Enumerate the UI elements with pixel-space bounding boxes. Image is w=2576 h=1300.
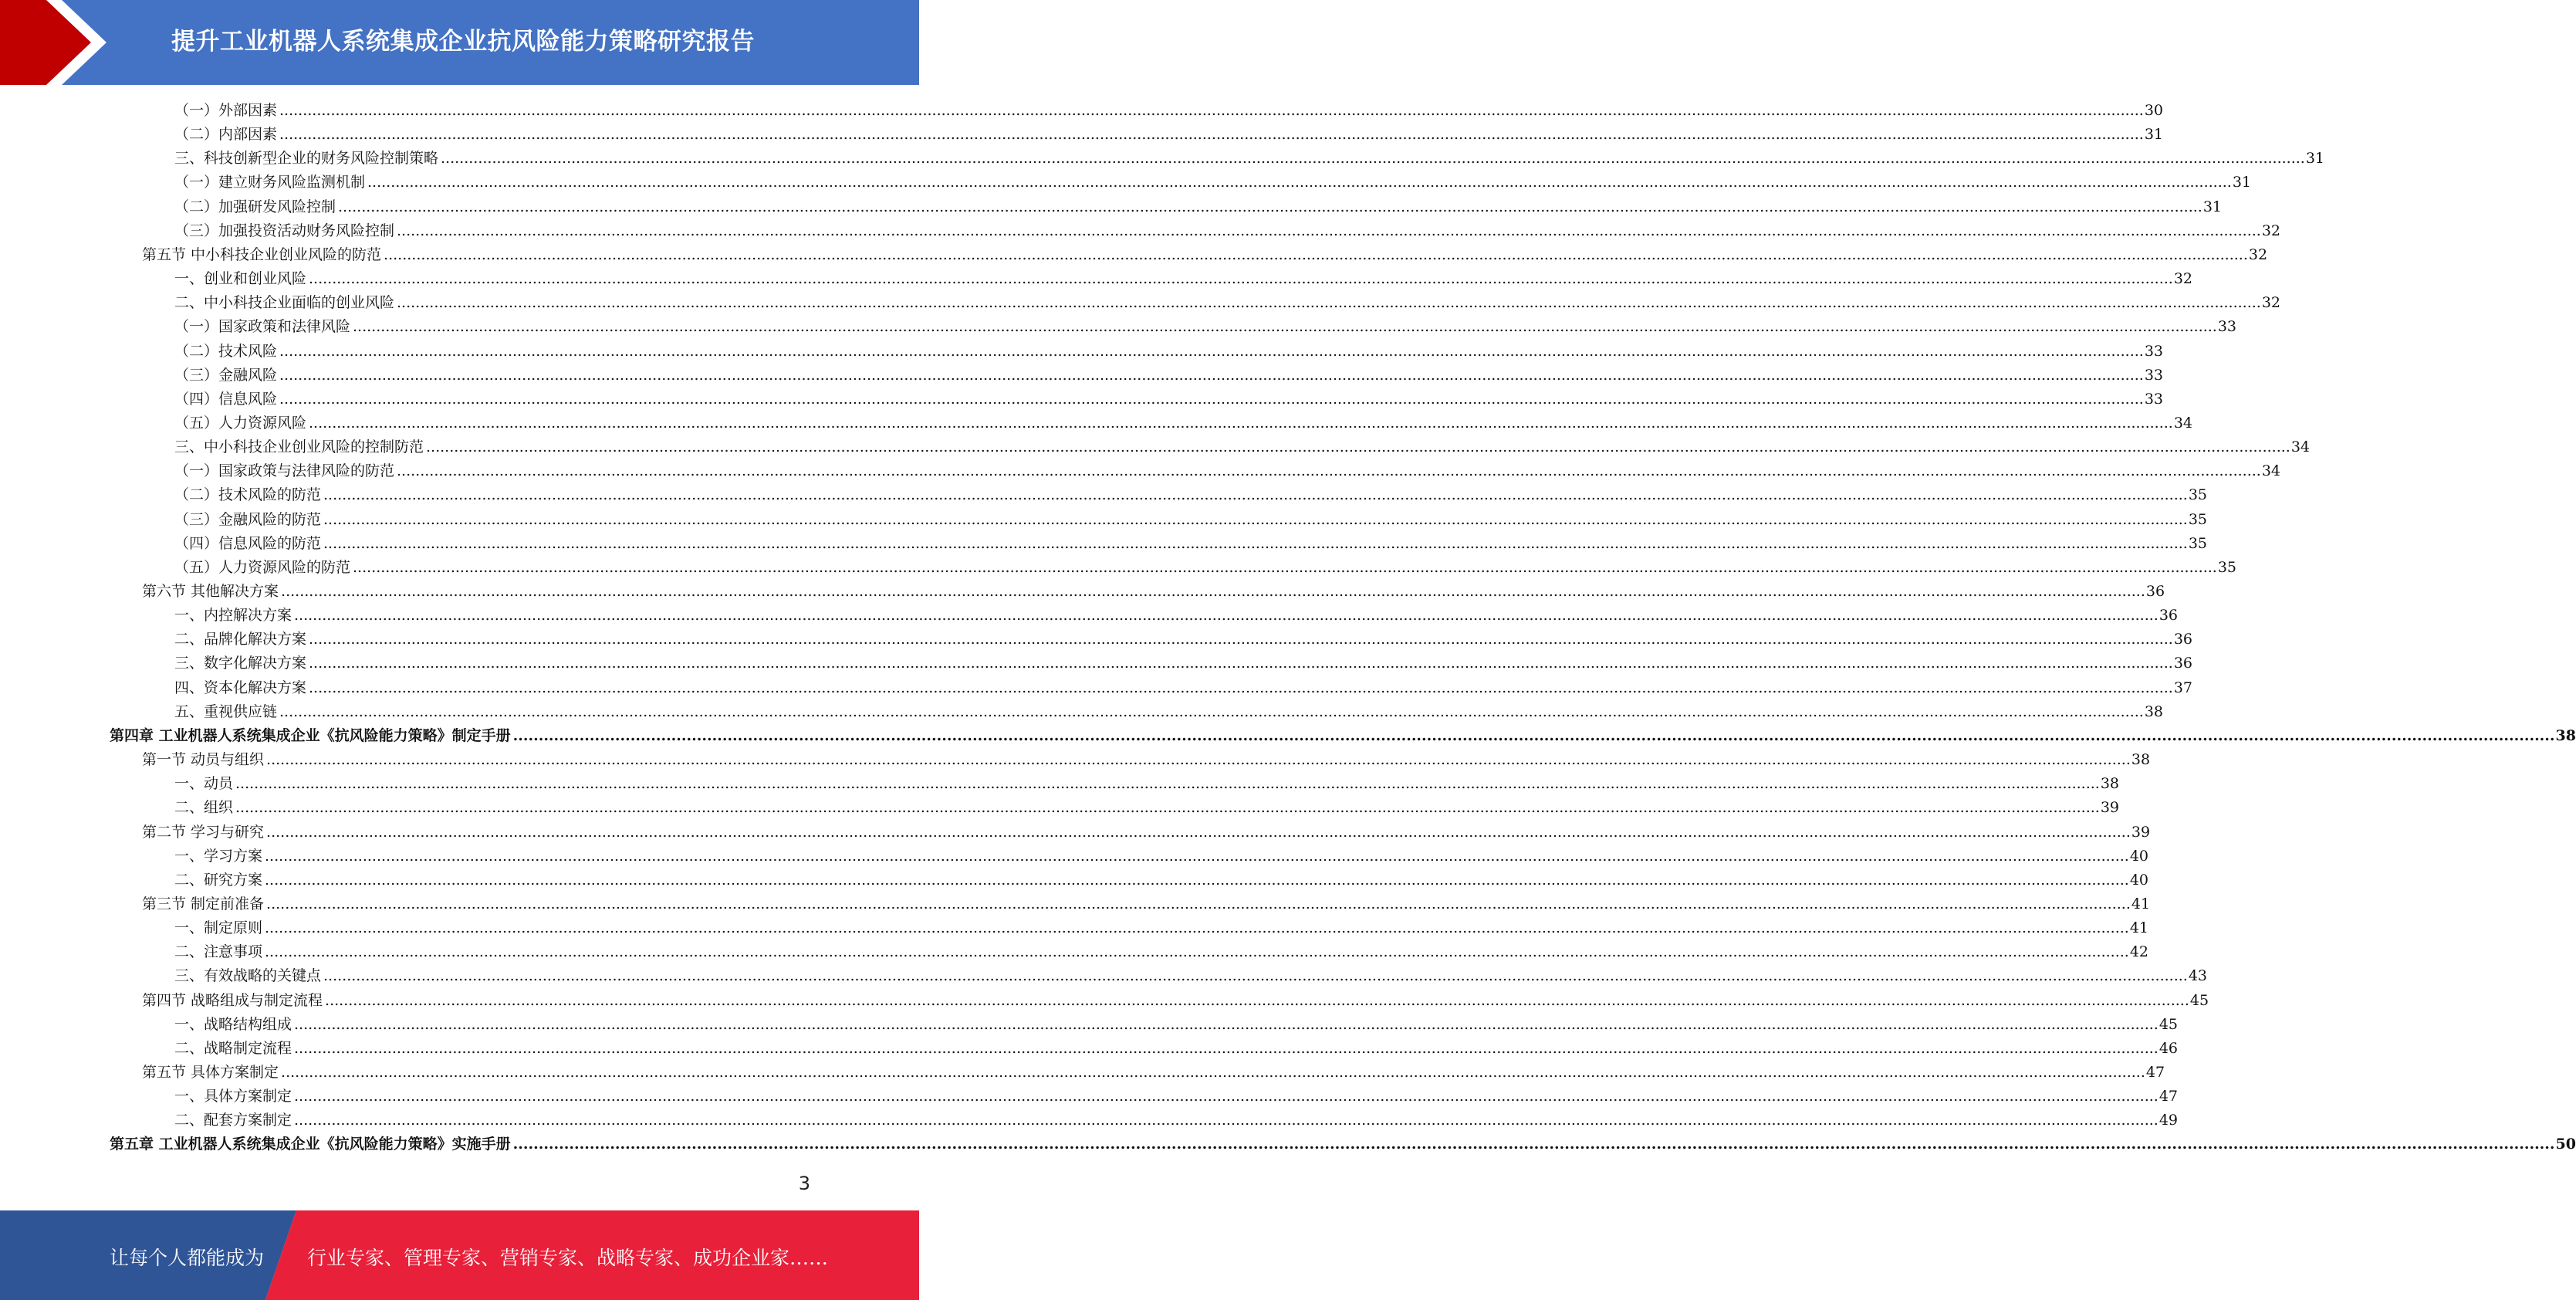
toc-entry-title: 一、具体方案制定 bbox=[174, 1088, 292, 1105]
toc-entry-page: 35 bbox=[2188, 535, 2208, 552]
toc-entry[interactable] bbox=[174, 508, 2208, 531]
toc-entry-title: （二）技术风险的防范 bbox=[174, 486, 322, 503]
toc-entry-title: 三、数字化解决方案 bbox=[174, 655, 307, 672]
toc-dot-leader: ................................................................................................................................................................................................................................................................................................................................................................................................................ bbox=[367, 174, 2232, 191]
toc-dot-leader: ................................................................................................................................................................................................................................................................................................................................................................................................................ bbox=[294, 1088, 2158, 1105]
toc-dot-leader: ................................................................................................................................................................................................................................................................................................................................................................................................................ bbox=[309, 270, 2173, 287]
toc-entry-page: 38 bbox=[2555, 727, 2576, 744]
toc-entry-page: 42 bbox=[2129, 943, 2149, 960]
toc-dot-leader: ................................................................................................................................................................................................................................................................................................................................................................................................................ bbox=[265, 919, 2129, 936]
toc-entry[interactable] bbox=[174, 435, 2311, 459]
toc-entry[interactable] bbox=[142, 989, 2209, 1012]
toc-entry[interactable] bbox=[174, 388, 2164, 411]
toc-dot-leader: ................................................................................................................................................................................................................................................................................................................................................................................................................ bbox=[279, 126, 2144, 143]
toc-entry-page: 35 bbox=[2217, 559, 2237, 576]
toc-dot-leader: ................................................................................................................................................................................................................................................................................................................................................................................................................ bbox=[279, 343, 2144, 360]
toc-entry[interactable] bbox=[142, 892, 2151, 916]
toc-entry-title: （五）人力资源风险 bbox=[174, 415, 307, 432]
toc-dot-leader: ................................................................................................................................................................................................................................................................................................................................................................................................................ bbox=[512, 1136, 2555, 1153]
toc-entry-title: （五）人力资源风险的防范 bbox=[174, 559, 351, 576]
toc-entry-title: 二、中小科技企业面临的创业风险 bbox=[174, 294, 395, 311]
toc-dot-leader: ................................................................................................................................................................................................................................................................................................................................................................................................................ bbox=[397, 222, 2261, 239]
toc-entry[interactable] bbox=[142, 748, 2151, 771]
toc-dot-leader: ................................................................................................................................................................................................................................................................................................................................................................................................................ bbox=[309, 655, 2173, 672]
toc-entry-page: 33 bbox=[2144, 367, 2164, 384]
toc-entry-title: 二、战略制定流程 bbox=[174, 1040, 292, 1057]
toc-dot-leader: ................................................................................................................................................................................................................................................................................................................................................................................................................ bbox=[441, 150, 2305, 167]
toc-entry[interactable] bbox=[174, 532, 2208, 555]
toc-entry-page: 33 bbox=[2144, 343, 2164, 360]
toc-entry[interactable] bbox=[174, 219, 2281, 242]
toc-entry-page: 33 bbox=[2217, 318, 2237, 335]
toc-entry-title: 第一节 动员与组织 bbox=[142, 751, 265, 768]
toc-entry-page: 36 bbox=[2158, 607, 2179, 624]
toc-entry-title: 一、学习方案 bbox=[174, 848, 263, 865]
toc-entry-title: （一）国家政策和法律风险 bbox=[174, 318, 351, 335]
toc-entry-page: 41 bbox=[2131, 895, 2151, 912]
toc-entry-title: 二、组织 bbox=[174, 799, 234, 816]
toc-entry-page: 50 bbox=[2555, 1136, 2576, 1153]
toc-entry[interactable] bbox=[174, 364, 2164, 387]
toc-entry-title: 五、重视供应链 bbox=[174, 703, 278, 720]
toc-entry-page: 38 bbox=[2100, 775, 2120, 792]
toc-entry[interactable] bbox=[174, 628, 2193, 651]
toc-dot-leader: ................................................................................................................................................................................................................................................................................................................................................................................................................ bbox=[294, 1040, 2158, 1057]
toc-entry-title: 二、研究方案 bbox=[174, 872, 263, 889]
footer-slogan-left: 让每个人都能成为 bbox=[110, 1247, 265, 1269]
toc-entry[interactable] bbox=[174, 604, 2179, 627]
toc-dot-leader: ................................................................................................................................................................................................................................................................................................................................................................................................................ bbox=[294, 1112, 2158, 1129]
toc-entry-page: 31 bbox=[2144, 126, 2164, 143]
toc-entry-page: 45 bbox=[2189, 992, 2209, 1009]
toc-entry-title: 第五节 中小科技企业创业风险的防范 bbox=[142, 246, 382, 263]
toc-entry-page: 38 bbox=[2144, 703, 2164, 720]
toc-entry-page: 41 bbox=[2129, 919, 2149, 936]
toc-entry[interactable] bbox=[174, 123, 2164, 146]
toc-entry-page: 34 bbox=[2261, 462, 2281, 479]
toc-dot-leader: ................................................................................................................................................................................................................................................................................................................................................................................................................ bbox=[235, 775, 2100, 792]
toc-entry-page: 32 bbox=[2173, 270, 2193, 287]
toc-dot-leader: ................................................................................................................................................................................................................................................................................................................................................................................................................ bbox=[294, 1016, 2158, 1033]
toc-entry-page: 43 bbox=[2188, 967, 2208, 984]
toc-entry[interactable] bbox=[174, 556, 2237, 579]
toc-entry-title: （三）金融风险的防范 bbox=[174, 511, 322, 528]
toc-dot-leader: ................................................................................................................................................................................................................................................................................................................................................................................................................ bbox=[323, 511, 2188, 528]
toc-entry[interactable] bbox=[174, 459, 2281, 482]
toc-dot-leader: ................................................................................................................................................................................................................................................................................................................................................................................................................ bbox=[338, 198, 2202, 215]
toc-entry-title: 一、战略结构组成 bbox=[174, 1016, 292, 1033]
toc-entry[interactable] bbox=[110, 1132, 2576, 1156]
toc-entry-title: 第二节 学习与研究 bbox=[142, 824, 265, 841]
toc-entry-page: 40 bbox=[2129, 848, 2149, 865]
toc-entry[interactable] bbox=[174, 147, 2325, 170]
toc-entry-page: 45 bbox=[2158, 1016, 2179, 1033]
toc-dot-leader: ................................................................................................................................................................................................................................................................................................................................................................................................................ bbox=[279, 367, 2144, 384]
toc-dot-leader: ................................................................................................................................................................................................................................................................................................................................................................................................................ bbox=[323, 967, 2188, 984]
toc-dot-leader: ................................................................................................................................................................................................................................................................................................................................................................................................................ bbox=[426, 438, 2290, 455]
toc-dot-leader: ................................................................................................................................................................................................................................................................................................................................................................................................................ bbox=[279, 391, 2144, 408]
toc-entry-title: 三、有效战略的关键点 bbox=[174, 967, 322, 984]
toc-entry[interactable] bbox=[174, 340, 2164, 363]
toc-entry-page: 34 bbox=[2173, 415, 2193, 432]
toc-entry[interactable] bbox=[174, 700, 2164, 723]
toc-entry-page: 40 bbox=[2129, 872, 2149, 889]
toc-entry[interactable] bbox=[174, 195, 2223, 218]
toc-dot-leader: ................................................................................................................................................................................................................................................................................................................................................................................................................ bbox=[265, 872, 2129, 889]
toc-entry[interactable] bbox=[174, 267, 2193, 290]
toc-entry[interactable] bbox=[174, 940, 2149, 963]
toc-entry-page: 36 bbox=[2145, 583, 2165, 600]
toc-entry-title: 一、制定原则 bbox=[174, 919, 263, 936]
toc-entry-page: 31 bbox=[2305, 150, 2325, 167]
toc-entry-page: 36 bbox=[2173, 655, 2193, 672]
toc-dot-leader: ................................................................................................................................................................................................................................................................................................................................................................................................................ bbox=[397, 294, 2261, 311]
toc-entry[interactable] bbox=[174, 1109, 2179, 1132]
toc-entry-page: 35 bbox=[2188, 486, 2208, 503]
toc-entry-page: 32 bbox=[2261, 222, 2281, 239]
toc-dot-leader: ................................................................................................................................................................................................................................................................................................................................................................................................................ bbox=[294, 607, 2158, 624]
toc-entry-title: 三、科技创新型企业的财务风险控制策略 bbox=[174, 150, 439, 167]
toc-dot-leader: ................................................................................................................................................................................................................................................................................................................................................................................................................ bbox=[266, 751, 2131, 768]
toc-entry-page: 31 bbox=[2232, 174, 2252, 191]
toc-entry[interactable] bbox=[142, 243, 2268, 266]
toc-entry[interactable] bbox=[110, 724, 2576, 747]
toc-dot-leader: ................................................................................................................................................................................................................................................................................................................................................................................................................ bbox=[309, 679, 2173, 696]
toc-entry[interactable] bbox=[174, 868, 2149, 892]
toc-entry-title: 第三节 制定前准备 bbox=[142, 895, 265, 912]
toc-entry[interactable] bbox=[174, 483, 2208, 506]
toc-entry[interactable] bbox=[174, 315, 2237, 338]
toc-entry[interactable] bbox=[174, 291, 2281, 314]
toc-dot-leader: ................................................................................................................................................................................................................................................................................................................................................................................................................ bbox=[265, 943, 2129, 960]
toc-entry-title: （四）信息风险的防范 bbox=[174, 535, 322, 552]
toc-entry-title: 二、配套方案制定 bbox=[174, 1112, 292, 1129]
page-number: 3 bbox=[798, 1173, 810, 1194]
toc-entry-page: 38 bbox=[2131, 751, 2151, 768]
toc-entry-title: 一、内控解决方案 bbox=[174, 607, 292, 624]
toc-entry[interactable] bbox=[142, 580, 2165, 603]
toc-entry-title: （二）加强研发风险控制 bbox=[174, 198, 336, 215]
toc-dot-leader: ................................................................................................................................................................................................................................................................................................................................................................................................................ bbox=[512, 727, 2555, 744]
toc-dot-leader: ................................................................................................................................................................................................................................................................................................................................................................................................................ bbox=[309, 415, 2173, 432]
toc-entry[interactable] bbox=[174, 99, 2164, 122]
toc-entry[interactable] bbox=[174, 796, 2120, 819]
toc-dot-leader: ................................................................................................................................................................................................................................................................................................................................................................................................................ bbox=[279, 102, 2144, 119]
toc-entry-page: 37 bbox=[2173, 679, 2193, 696]
page-footer bbox=[0, 1210, 919, 1300]
toc-entry[interactable] bbox=[174, 1013, 2179, 1036]
toc-entry-title: （一）国家政策与法律风险的防范 bbox=[174, 462, 395, 479]
toc-entry[interactable] bbox=[174, 652, 2193, 675]
toc-entry[interactable] bbox=[142, 1061, 2165, 1084]
toc-dot-leader: ................................................................................................................................................................................................................................................................................................................................................................................................................ bbox=[325, 992, 2189, 1009]
toc-entry-title: （三）金融风险 bbox=[174, 367, 278, 384]
toc-entry-title: （三）加强投资活动财务风险控制 bbox=[174, 222, 395, 239]
toc-entry-page: 47 bbox=[2145, 1064, 2165, 1081]
toc-dot-leader: ................................................................................................................................................................................................................................................................................................................................................................................................................ bbox=[323, 535, 2188, 552]
toc-entry[interactable] bbox=[174, 1085, 2179, 1108]
toc-entry[interactable] bbox=[174, 772, 2120, 795]
toc-entry-title: （二）内部因素 bbox=[174, 126, 278, 143]
toc-entry-page: 30 bbox=[2144, 102, 2164, 119]
toc-dot-leader: ................................................................................................................................................................................................................................................................................................................................................................................................................ bbox=[384, 246, 2248, 263]
toc-entry-title: 三、中小科技企业创业风险的控制防范 bbox=[174, 438, 424, 455]
toc-entry[interactable] bbox=[174, 171, 2252, 194]
toc-dot-leader: ................................................................................................................................................................................................................................................................................................................................................................................................................ bbox=[266, 824, 2131, 841]
toc-entry-title: 二、品牌化解决方案 bbox=[174, 631, 307, 648]
footer-slogan-right: 行业专家、管理专家、营销专家、战略专家、成功企业家…… bbox=[307, 1247, 829, 1269]
toc-entry-page: 32 bbox=[2261, 294, 2281, 311]
report-title: 提升工业机器人系统集成企业抗风险能力策略研究报告 bbox=[171, 28, 755, 56]
toc-entry-page: 35 bbox=[2188, 511, 2208, 528]
toc-entry-title: 四、资本化解决方案 bbox=[174, 679, 307, 696]
toc-entry-page: 46 bbox=[2158, 1040, 2179, 1057]
toc-dot-leader: ................................................................................................................................................................................................................................................................................................................................................................................................................ bbox=[397, 462, 2261, 479]
toc-entry[interactable] bbox=[174, 964, 2208, 987]
toc-entry-title: 第五节 具体方案制定 bbox=[142, 1064, 279, 1081]
toc-entry[interactable] bbox=[174, 1037, 2179, 1060]
toc-entry-title: （四）信息风险 bbox=[174, 391, 278, 408]
toc-entry-title: 一、动员 bbox=[174, 775, 234, 792]
page-header bbox=[0, 0, 919, 85]
toc-dot-leader: ................................................................................................................................................................................................................................................................................................................................................................................................................ bbox=[279, 703, 2144, 720]
toc-entry-title: （一）建立财务风险监测机制 bbox=[174, 174, 366, 191]
toc-entry-title: （二）技术风险 bbox=[174, 343, 278, 360]
toc-entry-page: 32 bbox=[2248, 246, 2268, 263]
toc-entry[interactable] bbox=[174, 845, 2149, 868]
toc-entry-page: 39 bbox=[2131, 824, 2151, 841]
toc-entry-title: 第四节 战略组成与制定流程 bbox=[142, 992, 323, 1009]
toc-entry[interactable] bbox=[174, 411, 2193, 435]
toc-entry-title: 二、注意事项 bbox=[174, 943, 263, 960]
toc-entry-page: 39 bbox=[2100, 799, 2120, 816]
toc-dot-leader: ................................................................................................................................................................................................................................................................................................................................................................................................................ bbox=[266, 895, 2131, 912]
toc-dot-leader: ................................................................................................................................................................................................................................................................................................................................................................................................................ bbox=[281, 583, 2145, 600]
toc-entry-title: （一）外部因素 bbox=[174, 102, 278, 119]
header-arrow-decoration bbox=[0, 0, 123, 85]
toc-dot-leader: ................................................................................................................................................................................................................................................................................................................................................................................................................ bbox=[235, 799, 2100, 816]
toc-dot-leader: ................................................................................................................................................................................................................................................................................................................................................................................................................ bbox=[309, 631, 2173, 648]
toc-entry-page: 36 bbox=[2173, 631, 2193, 648]
toc-entry[interactable] bbox=[174, 916, 2149, 939]
toc-entry-title: 第六节 其他解决方案 bbox=[142, 583, 279, 600]
toc-dot-leader: ................................................................................................................................................................................................................................................................................................................................................................................................................ bbox=[353, 318, 2217, 335]
toc-dot-leader: ................................................................................................................................................................................................................................................................................................................................................................................................................ bbox=[265, 848, 2129, 865]
toc-entry[interactable] bbox=[142, 821, 2151, 844]
toc-dot-leader: ................................................................................................................................................................................................................................................................................................................................................................................................................ bbox=[323, 486, 2188, 503]
toc-entry-page: 47 bbox=[2158, 1088, 2179, 1105]
toc-dot-leader: ................................................................................................................................................................................................................................................................................................................................................................................................................ bbox=[353, 559, 2217, 576]
toc-entry-page: 33 bbox=[2144, 391, 2164, 408]
toc-entry-page: 34 bbox=[2290, 438, 2311, 455]
toc-entry-title: 第五章 工业机器人系统集成企业《抗风险能力策略》实施手册 bbox=[110, 1136, 511, 1153]
toc-entry[interactable] bbox=[174, 676, 2193, 699]
toc-entry-title: 第四章 工业机器人系统集成企业《抗风险能力策略》制定手册 bbox=[110, 727, 511, 744]
toc-entry-title: 一、创业和创业风险 bbox=[174, 270, 307, 287]
toc-dot-leader: ................................................................................................................................................................................................................................................................................................................................................................................................................ bbox=[281, 1064, 2145, 1081]
toc-entry-page: 49 bbox=[2158, 1112, 2179, 1129]
toc-entry-page: 31 bbox=[2202, 198, 2223, 215]
